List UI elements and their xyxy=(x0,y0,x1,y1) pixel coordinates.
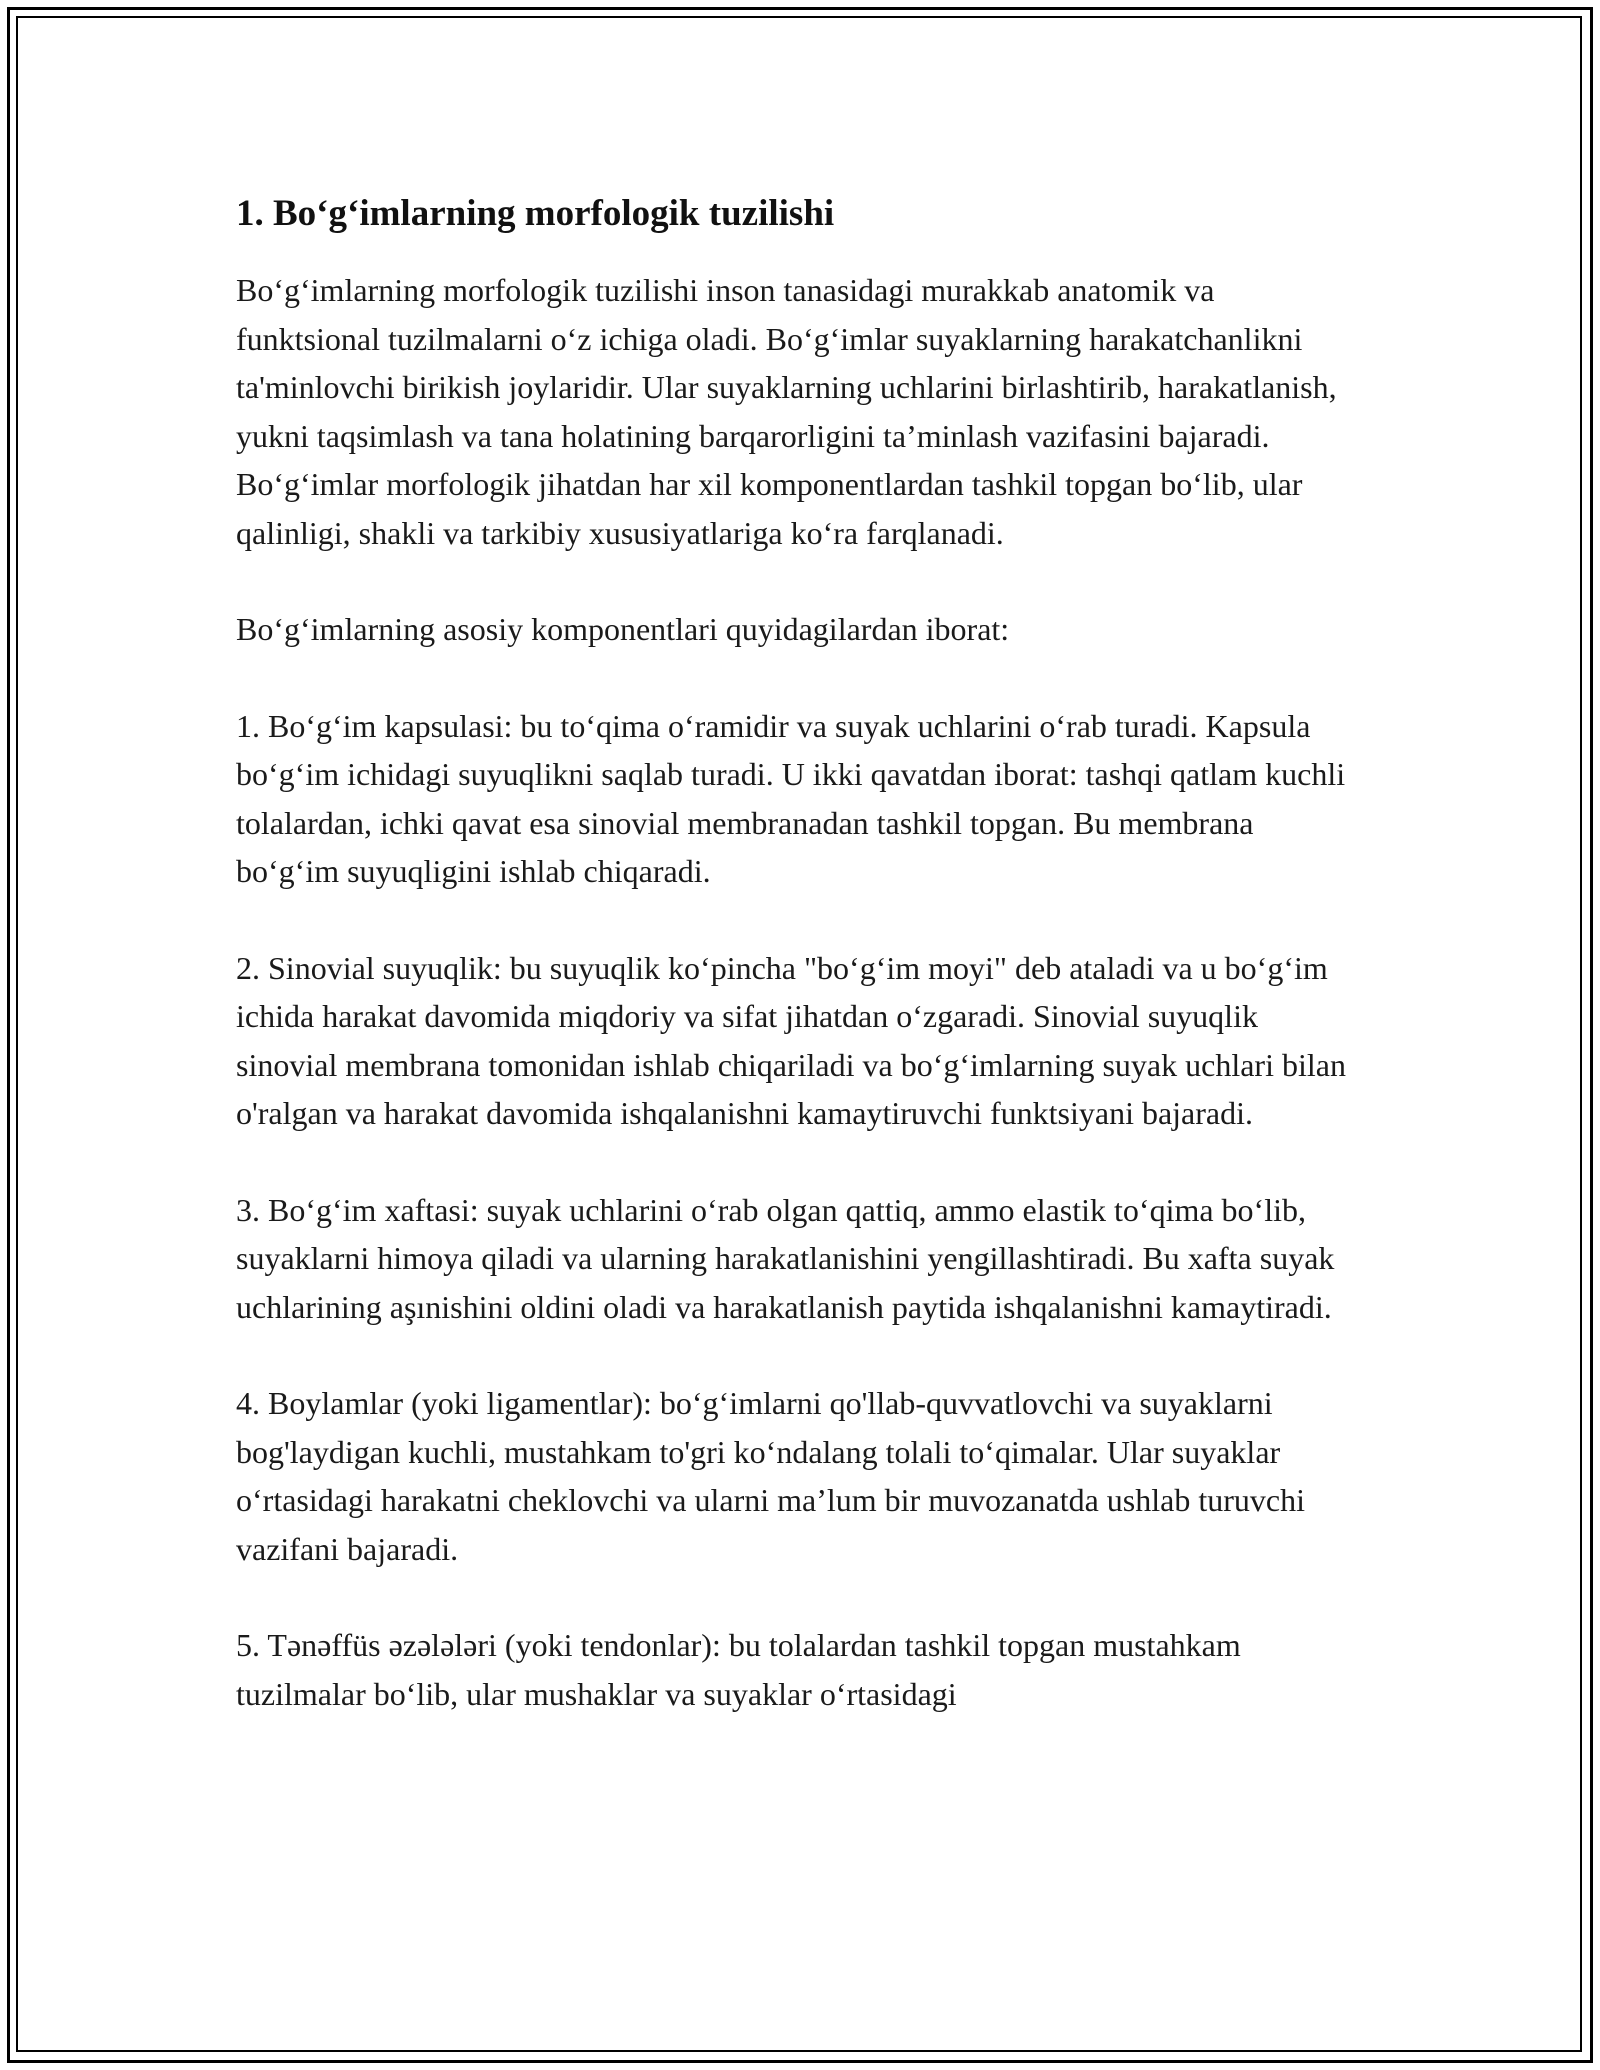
paragraph-item-1-capsule: 1. Bo‘g‘im kapsulasi: bu to‘qima o‘ramidir va suyak uchlarini o‘rab turadi. Kapsula bo‘g‘im ichidagi suyuqlikni saqlab turadi. U ikki qavatdan iborat: tashqi qatlam kuchli tolalardan, ichki qavat esa sinovial membranadan tashkil topgan. Bu membrana bo‘g‘im suyuqligini ishlab chiqaradi. xyxy=(236,707,1346,889)
paragraph-item-3-cartilage: 3. Bo‘g‘im xaftasi: suyak uchlarini o‘rab olgan qattiq, ammo elastik to‘qima bo‘lib, suyaklarni himoya qiladi va ularning harakatlanishini yengillashtiradi. Bu xafta suyak uchlarining aşınishini oldini oladi va harakatlanish paytida ishqalanishni kamaytiradi. xyxy=(236,1191,1335,1325)
section-heading: 1. Bo‘g‘imlarning morfologik tuzilishi xyxy=(236,193,835,234)
paragraph-item-5-tendons: 5. Tənəffüs əzələləri (yoki tendonlar): bu tolalardan tashkil topgan mustahkam tuzilmalar bo‘lib, ular mushaklar va suyaklar o‘rtasidagi xyxy=(236,1627,1241,1712)
paragraph-item-4-ligaments: 4. Boylamlar (yoki ligamentlar): bo‘g‘imlarni qo'llab-quvvatlovchi va suyaklarni bog'laydigan kuchli, mustahkam to'gri ko‘ndalang tolali to‘qimalar. Ular suyaklar o‘rtasidagi harakatni cheklovchi va ularni ma’lum bir muvozanatda ushlab turuvchi vazifani bajaradi. xyxy=(236,1385,1305,1567)
paragraph-item-2-synovial-fluid: 2. Sinovial suyuqlik: bu suyuqlik ko‘pincha "bo‘g‘im moyi" deb ataladi va u bo‘g‘im ichida harakat davomida miqdoriy va sifat jihatdan o‘zgaradi. Sinovial suyuqlik sinovial membrana tomonidan ishlab chiqariladi va bo‘g‘imlarning suyak uchlari bilan o'ralgan va harakat davomida ishqalanishni kamaytiruvchi funktsiyani bajaradi. xyxy=(236,949,1346,1131)
document-body xyxy=(236,190,1364,1766)
paragraph-components-lead: Bo‘g‘imlarning asosiy komponentlari quyidagilardan iborat: xyxy=(236,611,1010,647)
paragraph-intro: Bo‘g‘imlarning morfologik tuzilishi inson tanasidagi murakkab anatomik va funktsional tuzilmalarni o‘z ichiga oladi. Bo‘g‘imlar suyaklarning harakatchanlikni ta'minlovchi birikish joylaridir. Ular suyaklarning uchlarini birlashtirib, harakatlanish, yukni taqsimlash va tana holatining barqarorligini ta’minlash vazifasini bajaradi. Bo‘g‘imlar morfologik jihatdan har xil komponentlardan tashkil topgan bo‘lib, ular qalinligi, shakli va tarkibiy xususiyatlariga ko‘ra farqlanadi. xyxy=(236,272,1337,551)
